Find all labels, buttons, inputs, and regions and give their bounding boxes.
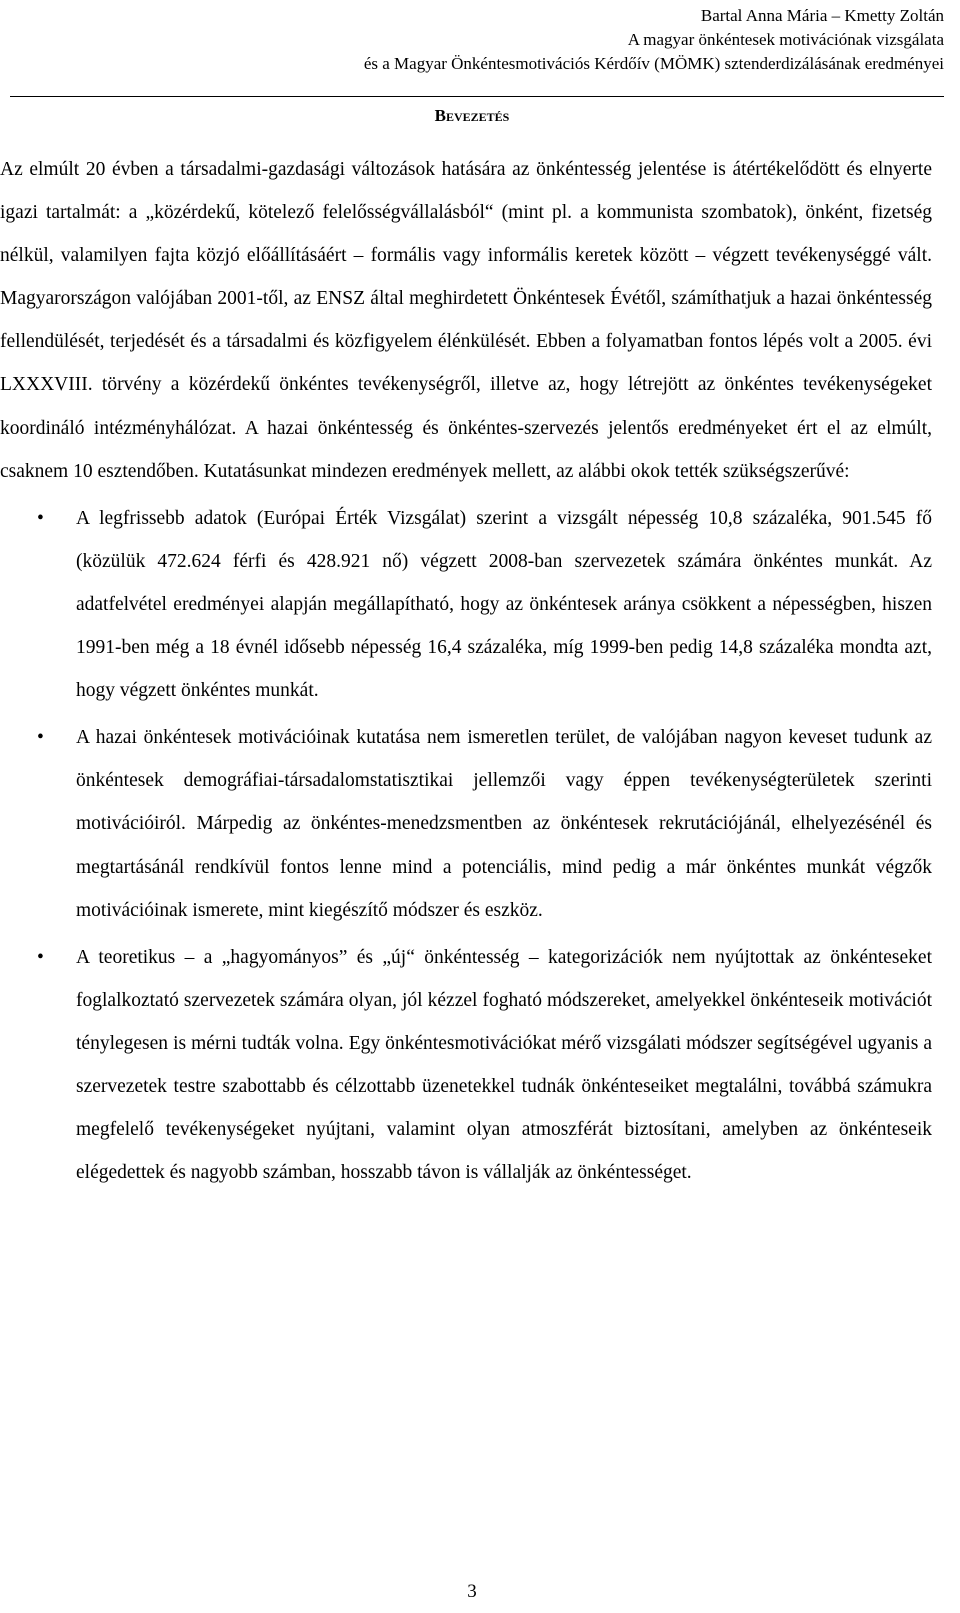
bullet-list (0, 497, 932, 1195)
intro-paragraph: Az elmúlt 20 évben a társadalmi-gazdasági változások hatására az önkéntesség jelentése is átértékelődött és elnyerte igazi tartalmát: a „közérdekű, kötelező felelősségvállalásból“ (mint pl. a kommunista szombatok), önként, fizetség nélkül, valamilyen fajta közjó előállításáért – formális vagy informális keretek között – végzett tevékenységgé vált. Magyarországon valójában 2001-től, az ENSZ által meghirdetett Önkéntesek Évétől, számíthatjuk a hazai önkéntesség fellendülését, terjedését és a társadalmi és közfigyelem élénkülését. Ebben a folyamatban fontos lépés volt a 2005. évi LXXXVIII. törvény a közérdekű önkéntes tevékenységről, illetve az, hogy létrejött az önkéntes tevékenységeket koordináló intézményhálózat. A hazai önkéntesség és önkéntes-szervezés jelentős eredményeket ért el az elmúlt, csaknem 10 esztendőben. Kutatásunkat mindezen eredmények mellett, az alábbi okok tették szükségszerűvé: (0, 159, 932, 482)
bullet-icon: • (37, 946, 44, 968)
bullet-text-1: A legfrissebb adatok (Európai Érték Vizsgálat) szerint a vizsgált népesség 10,8 százaléka, 901.545 fő (közülük 472.624 férfi és 428.921 nő) végzett 2008-ban szervezetek számára önkéntes munkát. Az adatfelvétel eredményei alapján megállapítható, hogy az önkéntesek aránya csökkent a népességben, hiszen 1991-ben még a 18 évnél idősebb népesség 16,4 százaléka, míg 1999-ben pedig 14,8 százaléka mondta azt, hogy végzett önkéntes munkát. (76, 507, 932, 702)
header-title-line2: és a Magyar Önkéntesmotivációs Kérdőív (MÖMK) sztenderdizálásának eredményei (363, 54, 944, 73)
bullet-item-3 (0, 936, 932, 1195)
running-header (0, 4, 944, 76)
section-title: Bevezetés (434, 106, 510, 125)
bullet-item-1 (0, 497, 932, 712)
bullet-icon: • (37, 727, 44, 749)
page-number: 3 (467, 1581, 477, 1602)
bullet-text-2: A hazai önkéntesek motivációinak kutatása nem ismeretlen terület, de valójában nagyon keveset tudunk az önkéntesek demográfiai-társadalomstatisztikai jellemzői vagy éppen tevékenységterületek szerinti motivációiról. Márpedig az önkéntes-menedzsmentben az önkéntesek rekrutációjánál, elhelyezésénél és megtartásánál rendkívül fontos lenne mind a potenciális, mind pedig a már önkéntes munkát végzők motivációinak ismerete, mint kiegészítő módszer és eszköz. (76, 727, 932, 921)
header-divider (10, 96, 944, 97)
body-text (0, 148, 932, 1194)
header-title-line1: A magyar önkéntesek motivációnak vizsgálata (627, 30, 944, 49)
header-authors: Bartal Anna Mária – Kmetty Zoltán (700, 6, 944, 25)
bullet-item-2 (0, 716, 932, 931)
bullet-text-3: A teoretikus – a „hagyományos” és „új“ önkéntesség – kategorizációk nem nyújtottak az önkénteseket foglalkoztató szervezetek számára olyan, jól kézzel fogható módszereket, amelyekkel önkénteseik motivációt ténylegesen is mérni tudták volna. Egy önkéntesmotivációkat mérő vizsgálati módszer segítségével ugyanis a szervezetek testre szabottabb és célzottabb üzenetekkel tudnák önkénteseiket megtalálni, továbbá számukra megfelelő tevékenységeket nyújtani, valamint olyan atmoszférát biztosítani, amelyben az önkénteseik elégedettek és nagyobb számban, hosszabb távon is vállalják az önkéntességet. (76, 946, 932, 1184)
bullet-icon: • (37, 507, 44, 529)
